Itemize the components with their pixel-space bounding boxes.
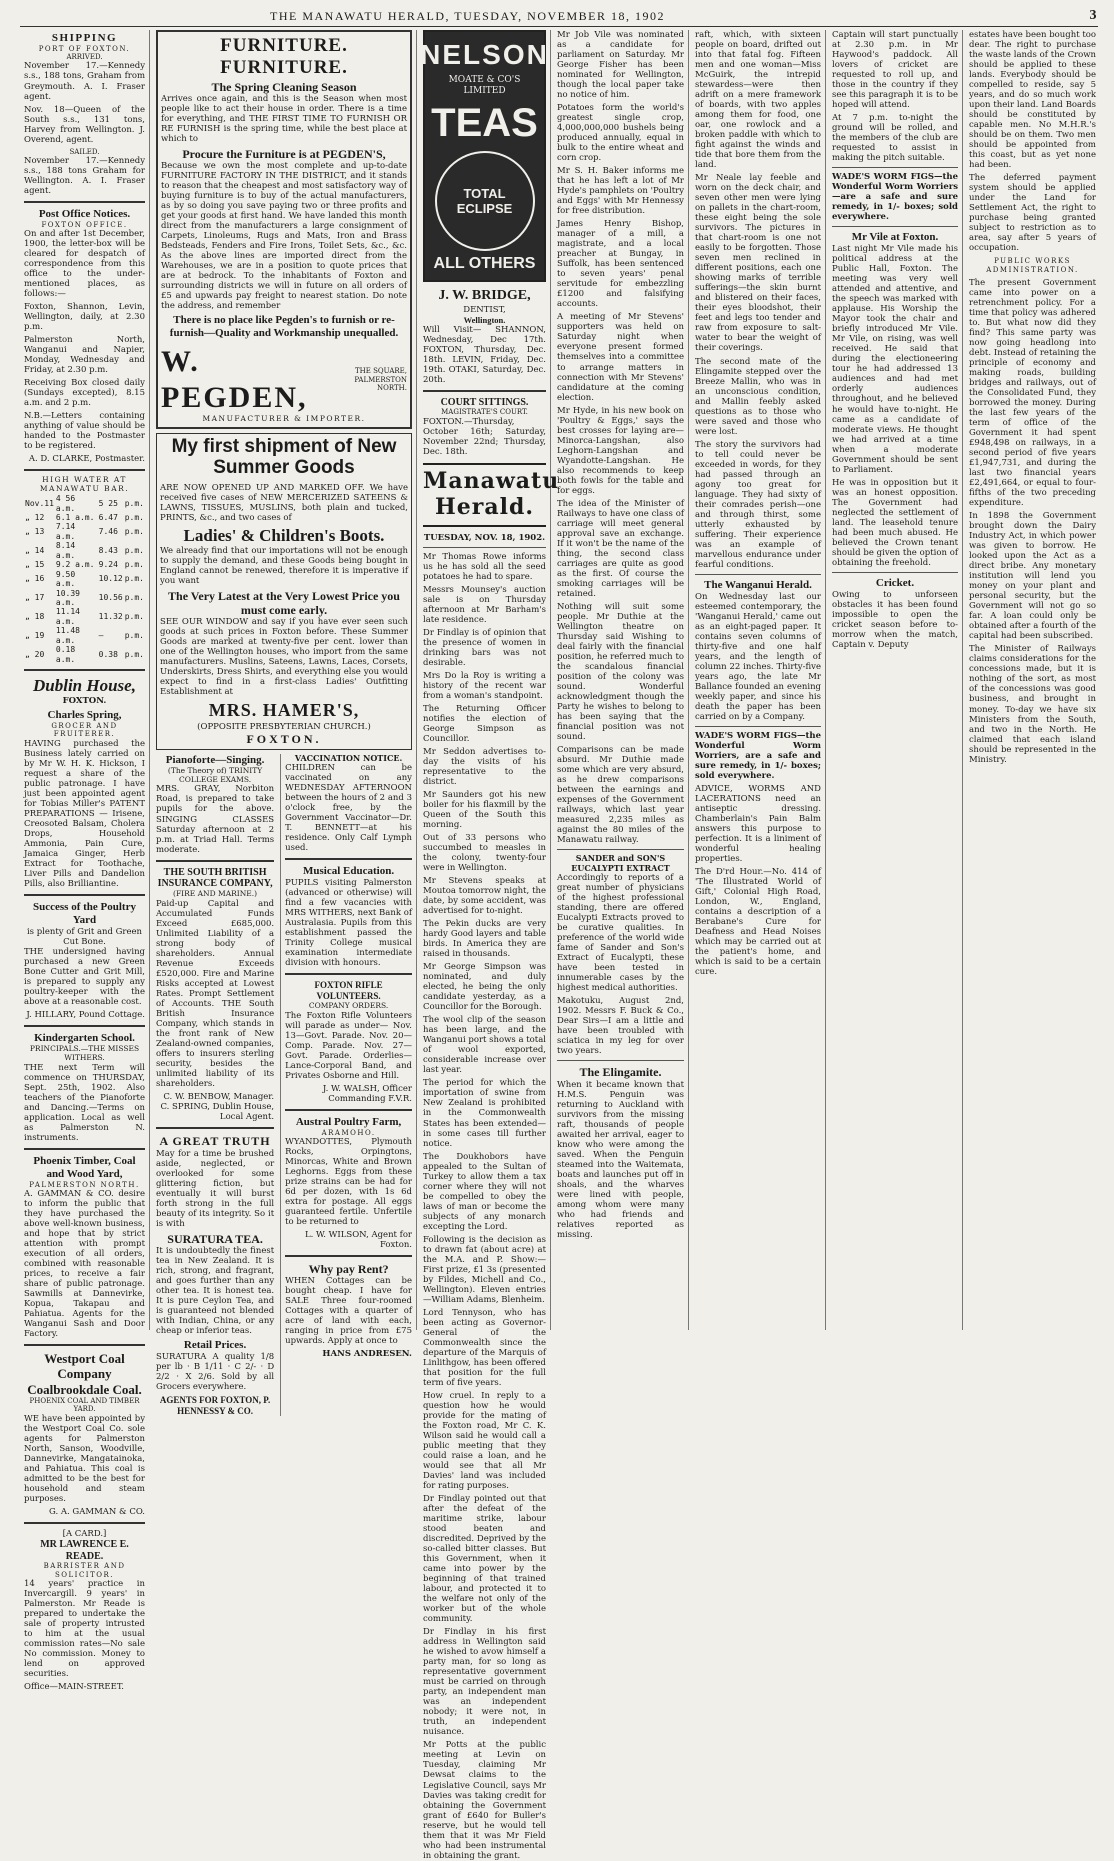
suratura-title: SURATURA TEA. (167, 1231, 263, 1246)
retail-title: Retail Prices. (183, 1338, 247, 1351)
tide-row (24, 513, 145, 522)
spring-trade: GROCER AND FRUITERER. (51, 722, 118, 739)
rent-sign: HANS ANDRESEN. (322, 1349, 412, 1360)
tide-cell: Nov.11 (25, 498, 54, 508)
phoenix-sub: PALMERSTON NORTH. (29, 1180, 140, 1189)
phoenix-text: A. GAMMAN & CO. desire to inform the public that they have purchased the above well-known business, and hope that by strict attention with prompt execution of all orders, combined with reasonable prices, to receive a fair share of public patronage. Sawmills at Dannevirke, Kopua, Takapau and Pahiatua. Agents for the Wanganui Sash and Door Factory. (24, 1188, 145, 1340)
vile-text: He was in opposition but it was an honest opposition. The Government had neglected the settlement of land. The leasehold tenure had been much abused. He believed the Crown tenant should be given the option of obtaining the freehold. (832, 477, 958, 568)
news-item: Mrs Do la Roy is writing a history of the recent war from a woman's standpoint. (423, 670, 546, 701)
music-text: PUPILS visiting Palmerston (advanced or otherwise) will find a few vacancies with MRS WITHERS, next Bank of Australasia. Pupils from this establishment passed the Trinity College musical examination intermediate division with honours. (285, 878, 412, 969)
shipment-text: ARE NOW OPENED UP AND MARKED OFF. We have received five cases of NEW MERCERIZED SATEENS & LAWNS, TISSUES, MUSLINS, both plain and tucked, PRINTS, &c., and two cases of (160, 482, 408, 523)
wanganui-title: The Wanganui Herald. (704, 578, 812, 591)
tide-row (24, 607, 145, 626)
dentist-city: Wellington. (463, 314, 506, 325)
spring-name: Charles Spring, (47, 709, 122, 722)
tide-cell: „ 16 (25, 574, 45, 584)
furniture-ad (156, 30, 412, 429)
pegden-role: MANUFACTURER & IMPORTER. (202, 414, 366, 424)
sanders-text: Accordingly to reports of a great number of physicians of the highest professional standing, there are offered Eucalypti Extracts proved to be curative qualities. In preference of the world wide fame of Sander and Son's Extract of Eucalypti, these have been tested in innumerable cases by the highest medical authorities. (557, 873, 684, 994)
hamer-ad (156, 433, 412, 750)
news-item: Mr Potts at the public meeting at Levin on Tuesday, claiming Mr Dewsat claims to the Legislative Council, says Mr Davies was taking credit for obtaining the Government grant of £640 for Buller's reserve, but he would tell them that it was Mr Field who had been instrumental in obtaining the grant. (423, 1740, 546, 1861)
news-item: Mr Saunders got his new boiler for his flaxmill by the Queen of the South this morning. (423, 790, 546, 831)
advice-text: ADVICE, WORMS AND LACERATIONS need an antiseptic dressing. Chamberlain's Pain Balm answers this purpose to perfection. It is a liniment of wonderful healing properties. (695, 784, 821, 865)
poultry-sub: is plenty of Grit and Green Cut Bone. (26, 926, 143, 947)
column-4 (553, 30, 689, 1330)
teas-all-others: ALL OTHERS (433, 255, 536, 273)
post-office-text: Foxton, Shannon, Levin, Wellington, daily, at 2.30 p.m. (24, 302, 145, 333)
news-item: Out of 33 persons who succumbed to measles in the colony, twenty-four were in Wellington. (423, 833, 546, 874)
window-text: SEE OUR WINDOW and say if you have ever seen such goods at such prices in Foxton before. These Summer Goods are marked at twenty-five per cent. lower than one of the Wellington houses, who import from the same manufacturers. Muslins, Sateens, Lawns, Laces, Corsets, Underskirts, Dress Shirts, and everything else you would expect to find in a first-class Ladies' Outfitting Establishment at (160, 617, 408, 698)
westport-sub: Coalbrookdale Coal. (27, 1381, 142, 1397)
piano-title: Pianoforte—Singing. (165, 753, 265, 766)
article-text: The Minister of Railways claims considerations for the concessions made, but it is nothing of the sort, as most of the concessions was good business, and brought in money. To-day we have six Ministers from the South, and two in the North. He claimed that each island should be represented in the Ministry. (969, 644, 1096, 765)
cricket-title: Cricket. (875, 576, 915, 589)
tide-cell: 10.56 (98, 593, 123, 603)
news-item: James Henry Bishop, manager of a mill, a magistrate, and a local preacher at Bungay, in Suffolk, has been sentenced to seven years' penal servitude for embezzling £1200 and falsifying accounts. (557, 219, 684, 310)
tide-row (24, 522, 145, 541)
page-number: 3 (1089, 7, 1098, 23)
retail-text: SURATURA A quality 1/8 per lb · B 1/11 · C 2/- · D 2/2 · X 2/6. Sold by all Grocers everywhere. (156, 1351, 275, 1392)
article-text: The story the survivors had to tell could never be exceeded in words, for they had passed through an agony too great for language. They had sixty of their comrades perish—one and through thirst, some utterly exhausted by suffering. Their experience was an example of marvellous endurance under fearful conditions. (695, 439, 821, 570)
testimonial-text: Makotuku, August 2nd, 1902. Messrs F. Buck & Co., Dear Sirs—I am a little and have been troubled with sciatica in my leg for over two years. (557, 996, 684, 1057)
article-text: estates have been bought too dear. The right to purchase the waste lands of the Crown should be applied to these lands. Everybody should be compelled to reside, say 5 years, and do so much work upon their land. Land Boards should be constituted by capable men. No M.H.R.'s should be on them. Two men should be appointed from this coast, but as yet none had been. (969, 30, 1096, 171)
tide-cell: „ 15 (25, 560, 45, 570)
tide-cell: 9.50 a.m. (55, 569, 76, 589)
tide-cell: p.m. (124, 527, 144, 537)
truth-text: May for a time be brushed aside, neglected, or overlooked for some glittering fiction, but eventually it will burst forth strong in the full beauty of its integrity. So it is with (156, 1148, 275, 1229)
news-item: Mr S. H. Baker informs me that he has left a lot of Mr Hyde's pamphlets on 'Poultry and Eggs' with Mr Hennessy for free distribution. (557, 166, 684, 217)
vile-text: Last night Mr Vile made his political address at the Public Hall, Foxton. The meeting was very well attended and attentive, and the speech was marked with applause. His Worship the Mayor took the chair and briefly introduced Mr Vile. Mr Vile, on rising, was well received. He said that during the electioneering tour he had addressed 13 audiences and had met orderly audiences throughout, and he believed he would have to-night. He came as a candidate of moderate views. He thought we had arrived at a time when a moderate Government should be sent to Parliament. (832, 244, 958, 475)
column-7 (965, 30, 1100, 1330)
news-item: Potatoes form the world's greatest single crop, 4,000,000,000 bushels being produced annually, equal in bulk to the entire wheat and corn crop. (557, 103, 684, 164)
news-item: Mr Stevens speaks at Moutoa tomorrow night, the date, by some accident, was advertised for to-night. (423, 876, 546, 917)
no-place-heading: There is no place like Pegden's to furnish or re-furnish—Quality and Workmanship unequalled. (169, 314, 399, 340)
teas-word: TEAS (431, 101, 538, 146)
news-item: Mr Job Vile was nominated as a candidate for parliament on Saturday. Mr George Fisher has been nominated for Wellington, though the local paper take no notice of him. (557, 30, 684, 101)
arrived-label: ARRIVED. (66, 53, 103, 62)
news-item: Dr Findlay pointed out that after the defeat of the maritime strike, labour stood beaten and discredited. Deprived by the so-called bitter classes. But this Government, when it came into power by the beginning of that trained labour, and protected it to the welfare not only of the worker but of the whole community. (423, 1494, 546, 1625)
wanganui-text: On Wednesday last our esteemed contemporary, the 'Wanganui Herald,' came out as an eight-paged paper. It contains seven columns of thirty-five and one half years, and the length of column 22 inches. Thirty-five years ago, the late Mr Ballance founded an evening weekly paper, and since his death the paper has been carried on by a Company. (695, 591, 821, 722)
wades-ad: WADE'S WORM FIGS—the Wonderful Worm Worriers—are a safe and sure remedy, in 1/- boxes; sold everywhere. (832, 172, 958, 223)
teas-eclipse-oval (435, 151, 535, 251)
tide-cell: „ 13 (25, 527, 45, 537)
news-item: The Doukhobors have appealed to the Sultan of Turkey to allow them a tax corner where they will not be compelled to obey the laws of man or become the subjects of any monarch excepting the Lord. (423, 1151, 546, 1232)
tide-row (24, 494, 145, 513)
news-item: Messrs Mounsey's auction sale is on Thursday afternoon at Mr Barham's late residence. (423, 584, 546, 625)
elingamite-text: When it became known that H.M.S. Penguin was returning to Auckland with survivors from the missing raft, thousands of people awaited her arrival, eager to know who were among the saved. When the Penguin steamed into the Waitemata, boats and launches put off in shoals, and the wharves were lined with people, among whom were many who had friends and relatives reported as missing. (557, 1079, 684, 1240)
rifles-sign: J. W. WALSH, Officer Commanding F.V.R. (322, 1083, 412, 1104)
news-item: The idea of the Minister of Railways to have one class of carriage will meet general approval save an exchange. If it won't be the name of the thing, the second class carriages are quite as good as the first. Of course the smoking carriages will be retained. (557, 498, 684, 599)
tide-cell: — (98, 631, 104, 640)
dublin-house-sub: FOXTON. (62, 696, 107, 707)
reade-office: Office—MAIN-STREET. (24, 1681, 124, 1692)
news-item: Mr Hyde, in his new book on 'Poultry & Eggs,' says the best crosses for laying are—Minorca-Langshan, also Leghorn-Langshan and Wyandotte-Langshan. He also recommends to keep both fowls for the table and for eggs. (557, 405, 684, 496)
tide-row (24, 626, 145, 645)
poultry-title: Success of the Poultry Yard (33, 900, 136, 926)
post-office-subtitle: FOXTON OFFICE. (41, 220, 128, 229)
news-item: How cruel. In reply to a question how he would provide for the mating of the Foxton road, Mr C. K. Wilson said he would call a public meeting that they could raise a loan, and he would see that all Mr Davies' land was included for rating purposes. (423, 1390, 546, 1492)
post-office-text: Palmerston North, Wanganui and Napier, Monday, Wednesday and Friday, at 2.30 p.m. (24, 335, 145, 376)
court-title: COURT SITTINGS. (440, 396, 529, 408)
article-text: Mr Neale lay feeble and worn on the deck chair, and seven other men were lying on pallets in the chart-room, these eight being the sole survivors. The pictures in that chart-room is one not easily to be forgotten. Those seven men reclined in different positions, each one showing marks of terrible sufferings—the skin burnt and blistered on their faces, their eyes bloodshot, their feet and legs too tender and raw from exposure to salt-water to bear the weight of their coverings. (695, 173, 821, 354)
card-label: [A CARD.] (62, 1528, 107, 1539)
news-item: Dr Findlay in his first address in Wellington said he wished to avow himself a party man, for so long as representative government must be carried on through party, an independent man was an independent nobody; it were not, in truth, an independent nuisance. (423, 1627, 546, 1738)
news-item: The Pekin ducks are very hardy Good layers and table birds. In America they are raised in thousands. (423, 919, 546, 960)
column-3 (419, 30, 560, 1861)
article-text: Captain will start punctually at 2.30 p.m. in Mr Haywood's paddock. All lovers of cricket are requested to roll up, and those in the country if they see this paragraph it is to be hoped will attend. (832, 30, 958, 111)
article-text: The second mate of the Elingamite stepped over the Breeze Mallin, who was in an unconscious condition, and Mallin feebly asked questions as to those who were saved and those who were lost. (695, 356, 821, 437)
tide-cell: 8.14 a.m. (55, 541, 76, 560)
article-text: raft, which, with sixteen people on board, drifted out into that fatal fog. Fifteen men and one woman—Miss McGuirk, the intrepid stewardess—were then adrift on a mere framework of boards, with two apples among them for food, one oar, one rowlock and a broken paddle with which to fight against the winds and tide that bore them from the land. (695, 30, 821, 171)
tide-cell: „ 19 (25, 631, 45, 640)
column-1 (20, 30, 150, 1692)
news-item: A meeting of Mr Stevens' supporters was held on Saturday night when everyone present formed themselves into a committee to arrange matters in connection with Mr Stevens' candidature at the coming election. (557, 312, 684, 403)
music-title: Musical Education. (303, 865, 395, 878)
vaccination-text: CHILDREN can be vaccinated on any WEDNESDAY AFTERNOON between the hours of 2 and 3 o'clock free, by the Government Vaccinator—Dr. T. BENNETT—at his residence. Only Calf Lymph used. (285, 763, 412, 854)
news-item: Comparisons can be made absurd. Mr Duthie made some which are very absurd, as he drew comparisons between the earnings and expenses of the Government railways, which last year measured 2,235 miles as against the 80 miles of the Manawatu railway. (557, 745, 684, 846)
tide-row (24, 589, 145, 608)
austral-sub: ARAMOHO. (321, 1128, 376, 1137)
tide-cell: 11.48 a.m. (55, 626, 80, 645)
news-item: Mr Thomas Rowe informs us he has sold all the seed potatoes he had to spare. (423, 551, 546, 582)
tides-title: HIGH WATER AT MANAWATU BAR. (39, 475, 130, 494)
vile-title: Mr Vile at Foxton. (851, 231, 939, 244)
westport-text: WE have been appointed by the Westport Coal Co. sole agents for Palmerston North, Sanson, Woodville, Dannevirke, Mangatainoka, and Pahiatua. This coal is admitted to be the best for household and steam purposes. (24, 1413, 145, 1504)
sailed-label: SAILED. (69, 147, 100, 156)
tide-cell: „ 18 (25, 612, 45, 622)
ladies-text: We already find that our importations will not be enough to supply the demand, and these Goods being bought in England cannot be renewed, therefore it is imperative if you want (160, 545, 408, 586)
tide-cell: p.m. (124, 574, 144, 584)
reade-text: 14 years' practice in Invercargill. 9 years' in Palmerston. Mr Reade is prepared to undertake the sale of property intrusted to him at the usual commission rates—No sale No commission. Money to lend on approved securities. (24, 1578, 145, 1679)
truth-title: A GREAT TRUTH (159, 1134, 271, 1149)
article-text: The present Government came into power on a retrenchment policy. For a time that policy was adhered to. But what now did they find? This same party was now going headlong into debt. Instead of retaining the principle of economy and making roads, building bridges and railways, out of the Consolidated Fund, they borrowed the money. During the last few years of the term of office of the Government it had spent £948,498 on railways, in a second period of five years £1,947,731, and during the last two financial years £2,491,664, or equal to four-fifths of the two preceding expenditure. (969, 277, 1096, 509)
dublin-house-title: Dublin House, (33, 676, 136, 696)
ladies-boots-heading: Ladies' & Children's Boots. (183, 525, 385, 545)
first-shipment-heading: My first shipment of New Summer Goods (171, 436, 397, 478)
insurance-text: Paid-up Capital and Accumulated Funds Exceed £685,000. Unlimited Liability of a strong body of shareholders. Annual Revenue Exceeds £520,000. Fire and Marine Risks accepted at Lowest Rates. Prompt Settlement of Accounts. THE South British Insurance Company, which stands in the front rank of New Zealand-owned companies, offers to insurers sterling security, besides the unlimited liability of its shareholders. (156, 899, 275, 1090)
article-text: The D'rd Hour.—No. 414 of 'The Illustrated World of Gift,' Colonial High Road, London, W., England, contains a description of a Berabane's Cure for Deafness and Head Noises which may be carried out at the patient's home, and which is said to be a certain cure. (695, 867, 821, 978)
rent-title: Why pay Rent? (308, 1262, 389, 1277)
tide-cell: 0.18 a.m. (55, 645, 76, 664)
teas-eclipse: TOTAL ECLIPSE (456, 185, 513, 217)
tide-cell: p.m. (124, 612, 144, 622)
austral-title: Austral Poultry Farm, (295, 1115, 402, 1128)
tide-row (24, 645, 145, 664)
column-5 (691, 30, 826, 1330)
col2-left-sub (156, 754, 274, 1416)
tide-cell: 11.14 a.m. (55, 607, 80, 626)
tide-cell: 5 25 (98, 498, 118, 508)
tide-cell: „ 20 (25, 649, 45, 659)
sanders-title: SANDER and SON'S EUCALYPTI EXTRACT (571, 853, 670, 873)
agents-text: AGENTS FOR FOXTON, P. HENNESSY & CO. (159, 1394, 271, 1416)
piano-sub: (The Theory of) TRINITY COLLEGE EXAMS. (167, 765, 263, 784)
westport-yard: PHOENIX COAL AND TIMBER YARD. (29, 1397, 140, 1414)
rifles-text: The Foxton Rifle Volunteers will parade as under— Nov. 13—Govt. Parade. Nov. 20—Comp. Parade. Nov. 27—Govt. Parade. Orderlies—Lance-Corporal Band, and Privates Osborne and Hill. (285, 1010, 412, 1081)
insurance-sign: C. W. BENBOW, Manager. C. SPRING, Dublin House, Local Agent. (160, 1092, 275, 1123)
reade-title: BARRISTER AND SOLICITOR. (43, 1562, 126, 1579)
teas-brand: NELSON (420, 39, 549, 70)
spring-cleaning-text: Arrives once again, and this is the Season when most people like to act their house in order. There is a time for everything, and THE FIRST TIME TO FURNISH OR RE FURNISH is the spring time, while the best place at which to (161, 93, 407, 145)
news-item: Following is the decision as to drawn fat (about acre) at the M.A. and P. Show:—First prize, £1 3s (presented by Fildes, Michell and Co., Wellington). Eleven entries—William Adams, Blenheim. (423, 1234, 546, 1305)
court-text: FOXTON.—Thursday, October 16th; Saturday, November 22nd; Thursday, Dec. 18th. (423, 416, 546, 457)
cricket-text: Owing to unforseen obstacles it has been found impossible to open the cricket season before to-morrow when the match, Captain v. Deputy (832, 589, 958, 650)
teas-maker: MOATE & CO'S LIMITED (448, 74, 521, 96)
hamer-town: FOXTON. (246, 731, 322, 746)
news-item: The Returning Officer notifies the election of George Simpson as Councillor. (423, 703, 546, 744)
tide-cell: 6.47 (98, 513, 118, 523)
rent-text: WHEN Cottages can be bought cheap. I have for SALE Three four-roomed Cottages with a quarter of acre of land with each, ranging in price from £75 upwards. Apply at once to (285, 1276, 412, 1347)
furniture-title: FURNITURE. FURNITURE. (220, 35, 348, 79)
spring-cleaning-heading: The Spring Cleaning Season (211, 79, 357, 94)
tide-cell: 10.12 (98, 574, 123, 584)
post-office-text: N.B.—Letters containing anything of value should be handed to the Postmaster to be registered. (24, 411, 145, 452)
tide-row (24, 560, 145, 569)
post-office-sign: A. D. CLARKE, Postmaster. (28, 454, 145, 465)
phoenix-title: Phoenix Timber, Coal and Wood Yard, (33, 1154, 136, 1180)
procure-text: Because we own the most complete and up-to-date FURNITURE FACTORY IN THE DISTRICT, and it stands to reason that the cheapest and most satisfactory way of buying furniture is to buy of the actual manufacturers, as by so doing you save paying two or three profits and get your goods at first hand. We have landed this month direct from the manufacturers a large consignment of Carpets, Linoleums, Rugs and Mats, Iron and Brass Bedsteads, Fenders and Fire Irons, Toilet Sets, &c., &c. As the above lines are imported direct from the Warehouses, we are in a position to quote prices that are at bedrock. To the inhabitants of Foxton and surrounding districts we will in future on all orders of £5 and upwards pay freight to nearest station. Do note the address, and remember (161, 161, 407, 312)
nelson-teas-ad (420, 30, 549, 282)
westport-title: Westport Coal Company (44, 1351, 125, 1382)
public-works-title: PUBLIC WORKS ADMINISTRATION. (986, 257, 1079, 274)
post-office-text: Receiving Box closed daily (Sundays excepted), 8.15 a.m. and 2 p.m. (24, 378, 145, 409)
procure-heading: Procure the Furniture is at PEGDEN'S, (182, 147, 386, 162)
column-6 (828, 30, 963, 1330)
elingamite-title: The Elingamite. (579, 1065, 662, 1080)
tide-cell: 7.14 a.m. (55, 522, 76, 541)
austral-text: WYANDOTTES, Plymouth Rocks, Orpingtons, Minorcas, White and Brown Leghorns. Eggs from these prize strains can be had for 6d per dozen, with 1s 6d extra for postage. All eggs guaranteed fertile. Unfertile to be returned to (285, 1136, 412, 1228)
tide-row (24, 541, 145, 560)
vaccination-title: VACCINATION NOTICE. (294, 752, 403, 763)
piano-text: MRS. GRAY, Norbiton Road, is prepared to take pupils for the above. SINGING CLASSES Saturday afternoon at 2 p.m. at Triad Hall. Terms moderate. (156, 784, 275, 855)
news-item: Mr George Simpson was nominated, and duly elected, he being the only candidate yesterday, as a Councillor for the Borough. (423, 962, 546, 1013)
news-item: Dr Findlay is of opinion that the presence of women in drinking bars was not desirable. (423, 627, 546, 668)
tide-cell: p.m. (124, 546, 144, 556)
hamer-name: MRS. HAMER'S, (208, 700, 360, 721)
westport-sign: G. A. GAMMAN & CO. (49, 1506, 145, 1517)
kindergarten-title: Kindergarten School. (34, 1031, 135, 1044)
masthead-title: THE MANAWATU HERALD, TUESDAY, NOVEMBER 18, 1902 (270, 8, 665, 23)
post-office-title: Post Office Notices. (38, 207, 131, 220)
spring-text: HAVING purchased the Business lately carried on by Mr W. H. K. Hickson, I request a share of the public patronage. I have just been appointed agent for Tobias Miller's PATENT PREPARATIONS — Irisene, Creosoted Balsam, Cholera Drops, Household Ammonia, Pain Cure, Jamaica Ginger, Herb Extract for Toothache, Liver Pills and Dandelion Pills, also Brilliantine. (24, 738, 145, 889)
paper-title: Manawatu Herald. (423, 463, 546, 527)
news-item: Nothing will suit some people. Mr Duthie at the Wellington theatre on Thursday said Wishing to deal fairly with the financial position, he referred much to the scandalous financial position of the colony was sound. Wonderful acknowledgment though the Party he wishes to belong to has been saying that the financial position was not sound. (557, 601, 684, 743)
dentist-role: DENTIST, (463, 304, 506, 315)
tides-table (24, 494, 145, 664)
kindergarten-principals: PRINCIPALS.—THE MISSES WITHERS. (29, 1043, 140, 1062)
post-office-text: On and after 1st December, 1900, the letter-box will be cleared for despatch of correspondence from this office to the under-mentioned places, as follows:— (24, 229, 145, 300)
tide-cell: 11.32 (98, 612, 123, 622)
suratura-text: It is undoubtedly the finest tea in New Zealand. It is rich, strong, and fragrant, and goes further than any other tea. It is honest tea. It is pure Ceylon Tea, and is guaranteed not blended with Indian, China, or any cheap or inferior teas. (156, 1245, 275, 1336)
arrived-entry: November 17.—Kennedy s.s., 188 tons, Graham from Greymouth. A. I. Fraser agent. (24, 61, 145, 102)
pegden-name: W. PEGDEN, (161, 345, 308, 414)
sailed-entry: November 17.—Kennedy s.s., 188 tons Graham for Wellington. A. I. Fraser agent. (24, 155, 145, 196)
tide-cell: 6.1 a.m. (55, 513, 95, 523)
shipping-title: SHIPPING (51, 32, 118, 44)
news-item: Lord Tennyson, who has been acting as Governor-General of the Commonwealth since the departure of the Marquis of Linlithgow, has been offered that position for the full term of five years. (423, 1307, 546, 1388)
tide-cell: 8.43 (98, 546, 118, 556)
tide-cell: p.m. (124, 513, 144, 523)
insurance-sub: (FIRE AND MARINE.) (173, 889, 258, 899)
article-text: In 1898 the Government brought down the Dairy Industry Act, in which power was given to borrow. He looked upon the Act as a direct bribe. Any monetary institution will lend you money on your plant and personal security, but the Government will not go so far. A loan could only be obtained after a fourth of the capital had been subscribed. (969, 511, 1096, 642)
arrived-entry: Nov. 18—Queen of the South s.s., 131 tons, Harvey from Wellington. J. Overend, agent. (24, 104, 145, 145)
austral-sign: L. W. WILSON, Agent for Foxton. (304, 1230, 412, 1251)
hamer-address: (OPPOSITE PRESBYTERIAN CHURCH.) (197, 721, 371, 732)
poultry-sign: J. HILLARY, Pound Cottage. (26, 1009, 145, 1020)
tide-cell: p.m. (124, 649, 144, 659)
tide-cell: „ 12 (25, 513, 45, 523)
tide-cell: p.m. (124, 498, 144, 508)
tide-cell: p.m. (124, 631, 144, 640)
article-text: The deferred payment system should be applied under the Land for Settlement Act, the right to purchase being granted subject to restriction as to area, say after 5 years of occupation. (969, 173, 1096, 254)
tide-cell: 9.2 a.m. (55, 560, 95, 570)
pegden-address: THE SQUARE, PALMERSTON NORTH. (354, 367, 407, 392)
tide-cell: „ 17 (25, 593, 45, 603)
tide-cell: 4 56 a.m. (55, 494, 76, 513)
shipping-subtitle: PORT OF FOXTON. (38, 44, 131, 53)
rifles-orders: COMPANY ORDERS. (308, 1000, 389, 1010)
very-latest-heading: The Very Latest at the Very Lowest Price you must come early. (168, 588, 400, 618)
tide-cell: p.m. (124, 593, 144, 603)
reade-name: MR LAWRENCE E. READE. (40, 1538, 129, 1562)
wades-ad: WADE'S WORM FIGS—the Wonderful Worm Worriers, are a safe and sure remedy, in 1/- boxes; sold everywhere. (695, 731, 821, 782)
dentist-name: J. W. BRIDGE, (438, 288, 531, 303)
tide-row (24, 570, 145, 589)
tide-cell: p.m. (124, 560, 144, 570)
kindergarten-text: THE next Term will commence on THURSDAY, Sept. 25th, 1902. Also teachers of the Pianoforte and Dancing.—Terms on application. Local as well as Palmerston N. instruments. (24, 1062, 145, 1143)
poultry-text: THE undersigned having purchased a new Green Bone Cutter and Grit Mill, is prepared to supply any poultry-keeper with the above at a reasonable cost. (24, 946, 145, 1007)
news-item: The wool clip of the season has been large, and the Wanganui port shows a total of wool exported, considerable increase over last year. (423, 1015, 546, 1076)
article-text: At 7 p.m. to-night the ground will be rolled, and the members of the club are requested to assist in making the pitch suitable. (832, 113, 958, 164)
date-line: TUESDAY, NOV. 18, 1902. (423, 532, 546, 543)
masthead (20, 6, 1098, 27)
tide-cell: 9.24 (98, 560, 118, 570)
col2-right-sub (280, 754, 412, 1416)
news-item: Mr Seddon advertises to-day the visits of his representative to the district. (423, 746, 546, 787)
tide-cell: „ 14 (25, 546, 45, 556)
tide-cell: 0.38 (98, 649, 118, 659)
column-2 (152, 30, 417, 1416)
tide-cell: 7.46 (98, 527, 118, 537)
news-item: The period for which the importation of swine from New Zealand is prohibited in the Commonwealth States has been extended—in some cases till further notice. (423, 1078, 546, 1149)
insurance-title: THE SOUTH BRITISH INSURANCE COMPANY, (157, 866, 273, 890)
court-sub: MAGISTRATE'S COURT. (441, 408, 528, 417)
dentist-text: Will Visit— SHANNON, Wednesday, Dec 17th. FOXTON, Thursday, Dec. 18th. LEVIN, Friday, Dec. 19th. OTAKI, Saturday, Dec. 20th. (423, 324, 546, 385)
rifles-title: FOXTON RIFLE VOLUNTEERS. (314, 980, 383, 1002)
tide-cell: 10.39 a.m. (55, 588, 80, 607)
